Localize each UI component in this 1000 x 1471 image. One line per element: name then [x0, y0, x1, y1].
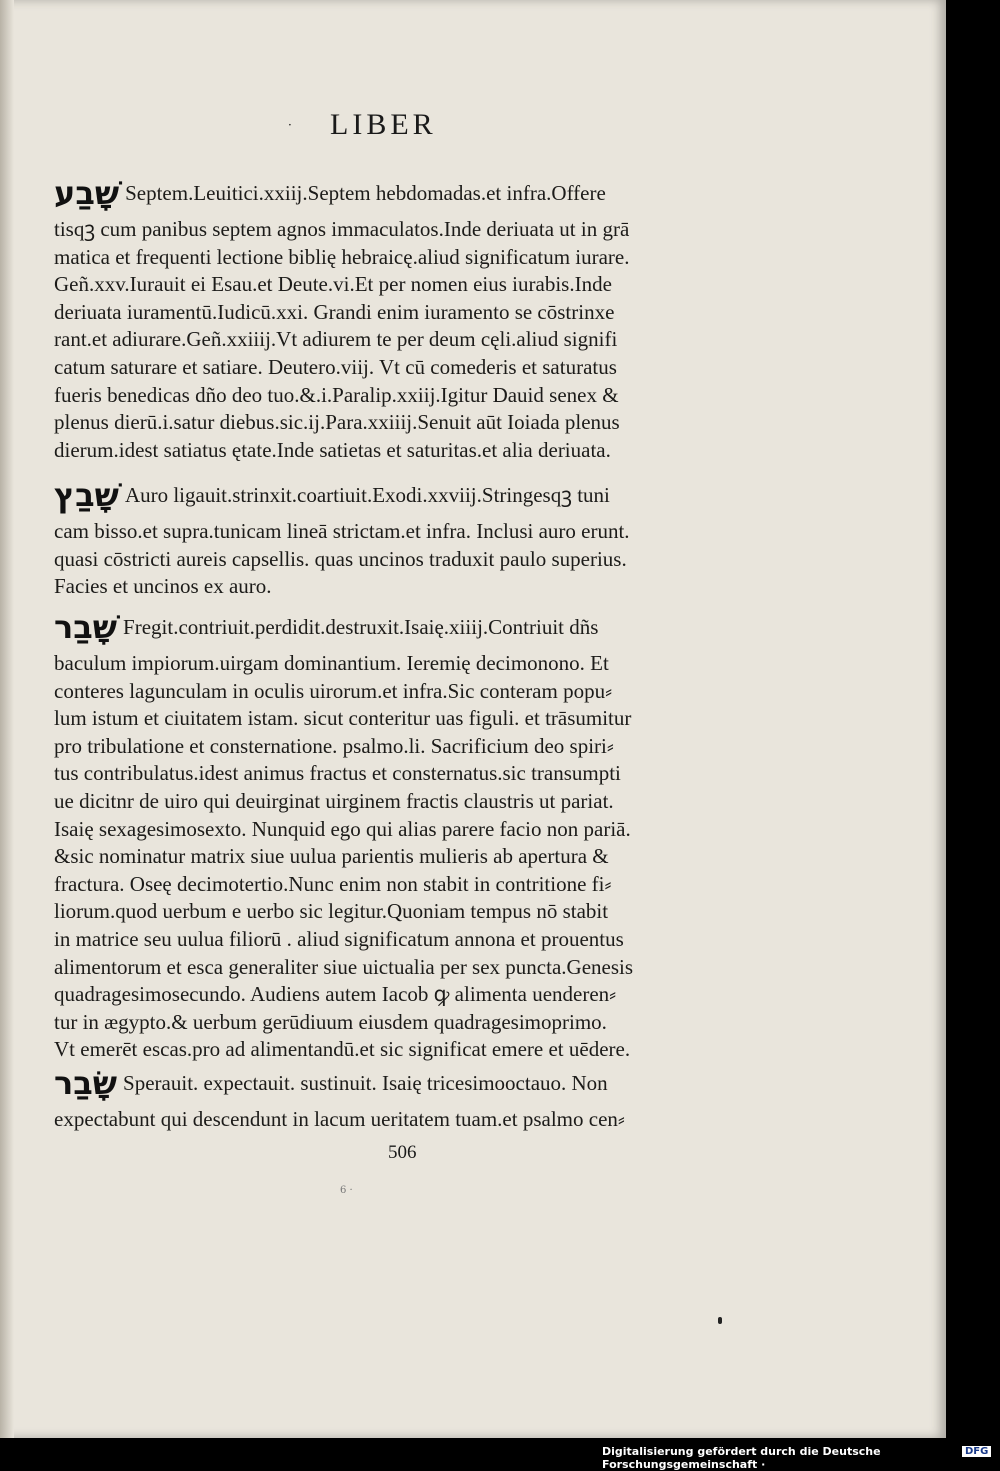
text-line: Vt emerēt escas.pro ad alimentandū.et sic significat emere et uēdere. — [54, 1037, 631, 1062]
text-line: catum saturare et satiare. Deutero.viij. Vt cū comederis et saturatus — [54, 354, 617, 379]
hebrew-headword: שָׁבַע — [54, 176, 120, 212]
text-line: pro tribulatione et consternatione. psalmo.li. Sacrificium deo spiri⸗ — [54, 733, 614, 758]
text-line: Septem.Leuitici.xxiij.Septem hebdomadas.et infra.Offere — [125, 181, 606, 205]
page-number: 506 — [388, 1142, 417, 1163]
paper-specks: 6 · — [340, 1185, 353, 1196]
running-header: LIBER — [330, 108, 437, 141]
ink-spot — [718, 1317, 722, 1324]
text-line: fueris benedicas dño deo tuo.&.i.Paralip.xxiij.Igitur Dauid senex & — [54, 382, 619, 407]
entry-first-line — [54, 610, 688, 650]
text-line: tur in ægypto.& uerbum gerūdiuum eiusdem quadragesimoprimo. — [54, 1009, 607, 1034]
entry-first-line — [54, 478, 688, 518]
hebrew-headword: שָׂבַר — [54, 1066, 118, 1102]
text-line: Facies et uncinos ex auro. — [54, 574, 272, 599]
text-line: &sic nominatur matrix siue uulua parientis mulieris ab apertura & — [54, 844, 609, 869]
text-line: tus contribulatus.idest animus fractus et consternatus.sic transumpti — [54, 761, 621, 786]
text-line: matica et frequenti lectione biblię hebraicę.aliud significatum iurare. — [54, 244, 630, 269]
dfg-logo: DFG — [962, 1446, 991, 1457]
hebrew-headword: שָׁבַץ — [54, 478, 119, 514]
entry-first-line — [54, 1066, 688, 1106]
lexicon-entry — [54, 478, 688, 601]
text-line: liorum.quod uerbum e uerbo sic legitur.Quoniam tempus nō stabit — [54, 899, 609, 924]
text-line: alimentorum et esca generaliter siue uictualia per sex puncta.Genesis — [54, 954, 634, 979]
text-line: deriuata iuramentū.Iudicū.xxi. Grandi enim iuramento se cōstrinxe — [54, 299, 615, 324]
lexicon-entry — [54, 176, 688, 464]
digitization-credit: Digitalisierung gefördert durch die Deutsche Forschungsgemeinschaft · — [602, 1445, 881, 1471]
header-mark: · — [288, 118, 292, 132]
text-line: quasi cōstricti aureis capsellis. quas uncinos traduxit paulo superius. — [54, 546, 627, 571]
text-line: ue dicitnr de uiro qui deuirginat uirginem fractis claustris ut pariat. — [54, 788, 614, 813]
text-line: lum istum et ciuitatem istam. sicut conteritur uas figuli. et trāsumitur — [54, 706, 632, 731]
hebrew-headword: שָׁבַר — [54, 610, 118, 646]
text-line: quadragesimosecundo. Audiens autem Iacob ꝙ alimenta uenderen⸗ — [54, 982, 617, 1007]
text-line: Fregit.contriuit.perdidit.destruxit.Isaię.xiiij.Contriuit dñs — [123, 615, 599, 639]
text-line: baculum impiorum.uirgam dominantium. Ieremię decimonono. Et — [54, 651, 609, 675]
page-gutter-shadow — [0, 0, 14, 1438]
text-line: Sperauit. expectauit. sustinuit. Isaię tricesimooctauo. Non — [123, 1071, 608, 1095]
text-line: tisqꝫ cum panibus septem agnos immaculatos.Inde deriuata ut in grā — [54, 217, 630, 241]
lexicon-entry — [54, 610, 688, 1064]
text-line: expectabunt qui descendunt in lacum ueritatem tuam.et psalmo cen⸗ — [54, 1107, 625, 1131]
text-line: Geñ.xxv.Iurauit ei Esau.et Deute.vi.Et per nomen eius iurabis.Inde — [54, 272, 612, 297]
text-line: plenus dierū.i.satur diebus.sic.ij.Para.xxiiij.Senuit aūt Ioiada plenus — [54, 410, 620, 435]
text-line: in matrice seu uulua filiorū . aliud significatum annona et prouentus — [54, 926, 624, 951]
lexicon-entry — [54, 1066, 688, 1134]
text-line: conteres lagunculam in oculis uirorum.et infra.Sic conteram popu⸗ — [54, 678, 613, 703]
text-line: cam bisso.et supra.tunicam lineā strictam.et infra. Inclusi auro erunt. — [54, 519, 630, 543]
text-line: Auro ligauit.strinxit.coartiuit.Exodi.xxviij.Stringesqꝫ tuni — [124, 483, 610, 507]
text-line: dierum.idest satiatus ętate.Inde satietas et saturitas.et alia deriuata. — [54, 437, 611, 462]
entry-first-line — [54, 176, 688, 216]
text-line: rant.et adiurare.Geñ.xxiiij.Vt adiurem te per deum cęli.aliud signifi — [54, 327, 618, 352]
text-line: Isaię sexagesimosexto. Nunquid ego qui alias parere facio non pariā. — [54, 816, 631, 841]
text-line: fractura. Oseę decimotertio.Nunc enim non stabit in contritione fi⸗ — [54, 871, 612, 896]
